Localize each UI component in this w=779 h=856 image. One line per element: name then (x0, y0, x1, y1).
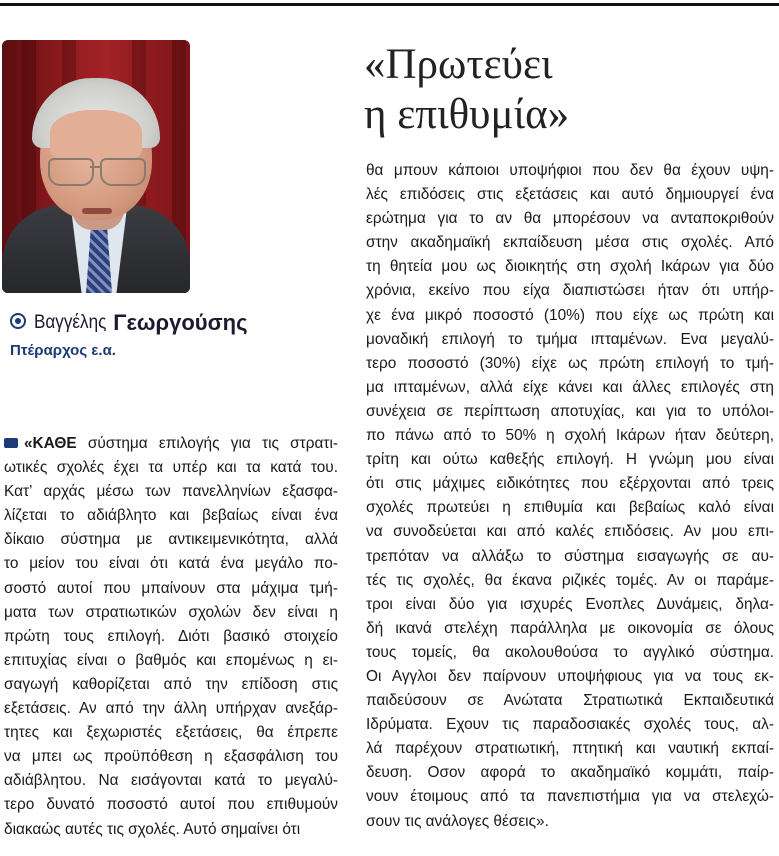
text-line: πο πάνω από το 50% η σχολή Ικάρων ήταν δεύτερη, (366, 427, 774, 445)
text-line: ματα των στρατιωτικών σχολών δεν είναι η (4, 603, 338, 621)
text-line: συνέχεια σε περίπτωση αποτυχίας, και για το υπόλοι- (366, 402, 774, 420)
text-line: τροι είναι δύο για ισχυρές Ενοπλες Δυνάμεις, δηλα- (366, 595, 774, 613)
target-icon (10, 313, 26, 329)
text-line: σοστό αυτοί που μπαίνουν στα μάχιμα τμή- (4, 579, 338, 597)
text-line: αδιάβλητου. Να εισάγονται κατά το μεγαλύ- (4, 772, 338, 790)
headline (364, 40, 764, 140)
author-portrait (2, 40, 190, 293)
text-line: σουν τις ανάλογες θέσεις». (366, 812, 549, 830)
lead-rest: σύστημα επιλογής για τις στρατι- (76, 435, 338, 452)
author-last-name: Γεωργούσης (113, 310, 248, 335)
text-line: χρόνια, εκείνο που είχα διαπιστώσει ήταν ότι υπήρ- (366, 282, 774, 300)
text-line: μοναδική επιλογή το τμήμα ιπταμένων. Ενα μεγαλύ- (366, 330, 774, 348)
text-line: παιδεύσουν σε Ανώτατα Στρατιωτικά Εκπαιδευτικά (366, 692, 774, 710)
text-line: δευση. Οσον αφορά το ακαδημαϊκό κομμάτι, παίρ- (366, 764, 774, 782)
text-line: διακαώς αυτές τις σχολές. Αυτό σημαίνει ότι (4, 820, 301, 838)
text-line: ότι στις μάχιμες ειδικότητες που εξέρχονται από τρεις (366, 475, 774, 493)
text-line: τερο δυνατό ποσοστό αυτοί που επιθυμούν (4, 796, 338, 814)
left-column (4, 432, 338, 842)
text-line: πρώτη τους επιλογή. Διότι βασικό στοιχείο (4, 627, 338, 645)
lead-line (4, 432, 338, 456)
square-bullet-icon (4, 438, 18, 448)
text-line: να μπει ως προϋπόθεση η εξασφάλιση του (4, 748, 338, 766)
text-line: ωτικές σχολές έχει τα υπέρ και τα κατά του. (4, 459, 338, 477)
text-line: τους τομείς, θα ακολουθούσα το αγγλικό σύστημα. (366, 643, 774, 661)
text-line: σχολές πρωτεύει η επιθυμία και βεβαίως καλό είναι (366, 499, 774, 517)
text-line: λίζεται το αδιάβλητο και βεβαίως είναι ένα (4, 507, 338, 525)
text-line: μα ιπταμένων, αλλά είχε κάνει και άλλες επιλογές στη (366, 378, 774, 396)
text-line: τρίτη και ούτω καθεξής επιλογή. Η γνώμη μου είναι (366, 451, 774, 469)
text-line: δή ικανά στελέχη παράλληλα με οικονομία σε όλους (366, 619, 774, 637)
text-line: λά παρέχουν στρατιωτική, πτητική και ναυτική εκπαί- (366, 740, 774, 758)
text-line: εξετάσεις. Αν από την άλλη υπήρχαν ανεξάρ- (4, 700, 338, 718)
headline-line-2: η επιθυμία» (364, 91, 570, 138)
lead-word: «ΚΑΘΕ (24, 435, 77, 452)
text-line: Κατ’ αρχάς μέσω των πανελληνίων εξασφα- (4, 483, 338, 501)
text-line: στην ακαδημαϊκή εκπαίδευση μέσα στις σχολές. Από (366, 234, 774, 252)
text-line: τρεπόταν να αλλάξω το σύστημα εισαγωγής σε αυ- (366, 547, 774, 565)
text-line: σαγωγή καθορίζεται από την επίδοση στις (4, 675, 338, 693)
text-line: τη θητεία μου ως διοικητής στη σχολή Ικάρων για δύο (366, 258, 774, 276)
author-first-name: Βαγγέλης (34, 312, 107, 333)
author-rank: Πτέραρχος ε.α. (10, 342, 116, 359)
text-line: νουν έτοιμους από τα πανεπιστήμια για να στελεχώ- (366, 788, 774, 806)
text-line: τερο ποσοστό (30%) είχε ως πρώτη επιλογή το τμή- (366, 354, 774, 372)
text-line: το μείον του είναι ότι κατά ένα μεγάλο πο- (4, 555, 338, 573)
text-line: ερώτημα για το αν θα μπορέσουν να ανταποκριθούν (366, 210, 774, 228)
text-line: δίκαιο σύστημα με αντικειμενικότητα, αλλά (4, 531, 338, 549)
text-line: Ιδρύματα. Εχουν τις παραδοσιακές σχολές τους, αλ- (366, 716, 774, 734)
text-line: τητες και ξεχωριστές εξετάσεις, θα έπρεπε (4, 724, 338, 742)
top-rule (0, 3, 779, 6)
text-line: λές επιδόσεις στις εξετάσεις και αυτό δημιουργεί ένα (366, 186, 774, 204)
text-line: θα μπουν κάποιοι υποψήφιοι που δεν θα έχουν υψη- (366, 162, 774, 179)
text-line: τές τις σχολές, θα έκανα ριζικές τομές. Αν οι παράμε- (366, 571, 774, 589)
text-line: χε ένα μικρό ποσοστό (10%) που είχε ως πρώτη και (366, 306, 774, 324)
text-line: να συνοδεύεται και από καλές επιδόσεις. Αν μου επι- (366, 523, 774, 541)
right-column (366, 159, 774, 834)
text-line: επιτυχίας είναι ο βαθμός και επομένως η ει- (4, 651, 338, 669)
text-line: Οι Αγγλοι δεν παίρνουν υποψήφιους για να τους εκ- (366, 667, 774, 685)
author-byline (10, 310, 310, 342)
headline-line-1: «Πρωτεύει (364, 41, 553, 88)
